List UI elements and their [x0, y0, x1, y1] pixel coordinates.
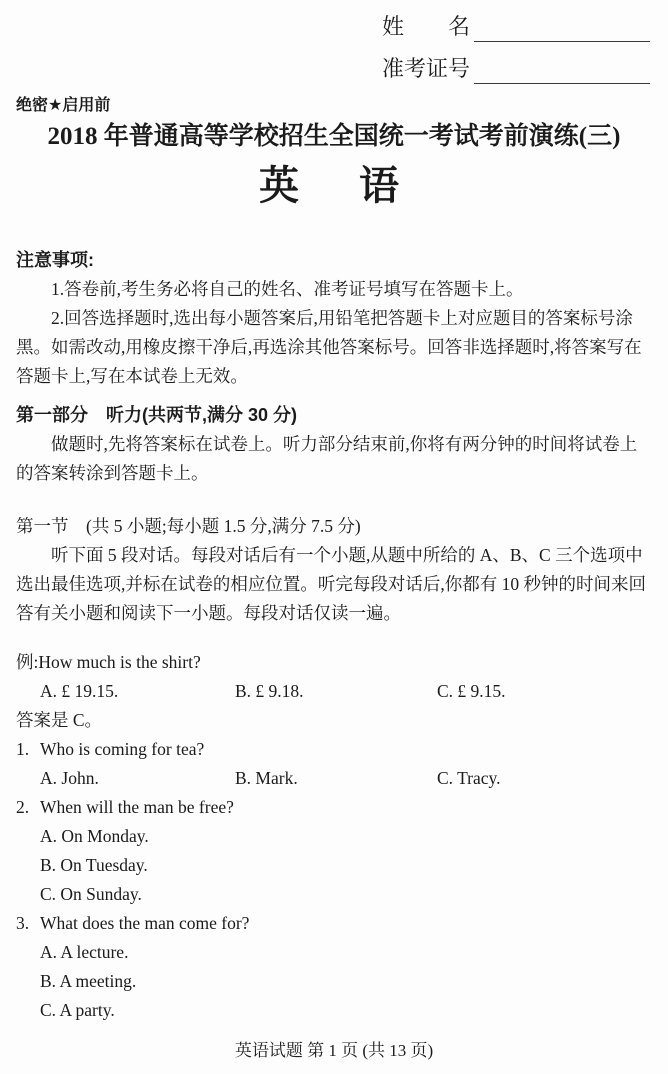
question-3-options: [16, 938, 652, 1025]
question-3-text: What does the man come for?: [40, 913, 250, 933]
question-2-number: 2.: [16, 797, 30, 817]
question-1-text: Who is coming for tea?: [40, 739, 205, 759]
security-classification-label: 绝密★启用前: [16, 97, 111, 114]
section1-heading: 第一节 (共 5 小题;每小题 1.5 分,满分 7.5 分): [16, 516, 361, 536]
example-question-line: [16, 648, 652, 677]
notice-section: [16, 246, 652, 391]
example-option-a: A. £ 19.15.: [40, 681, 119, 701]
question-1-options-row: [16, 764, 652, 793]
question-3-option-b: B. A meeting.: [40, 971, 137, 991]
question-3-option-c: C. A party.: [40, 1000, 115, 1020]
candidate-info-block: [382, 12, 650, 84]
question-1-option-c: C. Tracy.: [437, 768, 501, 788]
notice-heading: 注意事项:: [16, 250, 94, 270]
name-label: 姓 名: [382, 14, 471, 39]
example-question-text: How much is the shirt?: [38, 652, 201, 672]
subject-title: 英 语: [259, 164, 409, 208]
question-2-option-c: C. On Sunday.: [40, 884, 142, 904]
page-footer: 英语试题 第 1 页 (共 13 页): [234, 1041, 434, 1060]
notice-item-2: 2.回答选择题时,选出每小题答案后,用铅笔把答题卡上对应题目的答案标号涂黑。如需改动,用橡皮擦干净后,再选涂其他答案标号。回答非选择题时,将答案写在答题卡上,写在本试卷上无效。: [16, 308, 642, 386]
question-3: [16, 909, 652, 1025]
exam-number-label: 准考证号: [382, 56, 471, 81]
question-2-options: [16, 822, 652, 909]
part1-section: [16, 401, 652, 488]
question-1: [16, 735, 652, 793]
example-label: 例:: [16, 652, 39, 672]
notice-item-1: 1.答卷前,考生务必将自己的姓名、准考证号填写在答题卡上。: [51, 279, 524, 299]
question-2-line: [16, 793, 652, 822]
example-option-c: C. £ 9.15.: [437, 681, 506, 701]
name-fill-line[interactable]: [474, 13, 650, 42]
question-2-text: When will the man be free?: [40, 797, 234, 817]
question-2: [16, 793, 652, 909]
question-1-number: 1.: [16, 739, 30, 759]
question-1-option-b: B. Mark.: [235, 768, 298, 788]
section1-intro: 听下面 5 段对话。每段对话后有一个小题,从题中所给的 A、B、C 三个选项中选出最佳选项,并标在试卷的相应位置。听完每段对话后,你都有 10 秒钟的时间来回答有关小题和阅读下一小题。每段对话仅读一遍。: [16, 545, 646, 623]
name-field-row: [382, 12, 650, 42]
question-3-option-a: A. A lecture.: [40, 942, 129, 962]
exam-title: 2018 年普通高等学校招生全国统一考试考前演练(三): [47, 123, 621, 150]
question-2-option-a: A. On Monday.: [40, 826, 149, 846]
example-option-b: B. £ 9.18.: [235, 681, 304, 701]
part1-intro: 做题时,先将答案标在试卷上。听力部分结束前,你将有两分钟的时间将试卷上的答案转涂到答题卡上。: [16, 434, 638, 483]
question-3-number: 3.: [16, 913, 30, 933]
example-answer-note: 答案是 C。: [16, 710, 103, 730]
question-1-line: [16, 735, 652, 764]
question-2-option-b: B. On Tuesday.: [40, 855, 148, 875]
question-3-line: [16, 909, 652, 938]
example-block: [16, 648, 652, 735]
question-1-option-a: A. John.: [40, 768, 99, 788]
section1-block: [16, 512, 652, 628]
example-options-row: [16, 677, 652, 706]
exam-number-fill-line[interactable]: [474, 55, 650, 84]
part1-heading: 第一部分 听力(共两节,满分 30 分): [16, 405, 298, 425]
exam-number-field-row: [382, 54, 650, 84]
